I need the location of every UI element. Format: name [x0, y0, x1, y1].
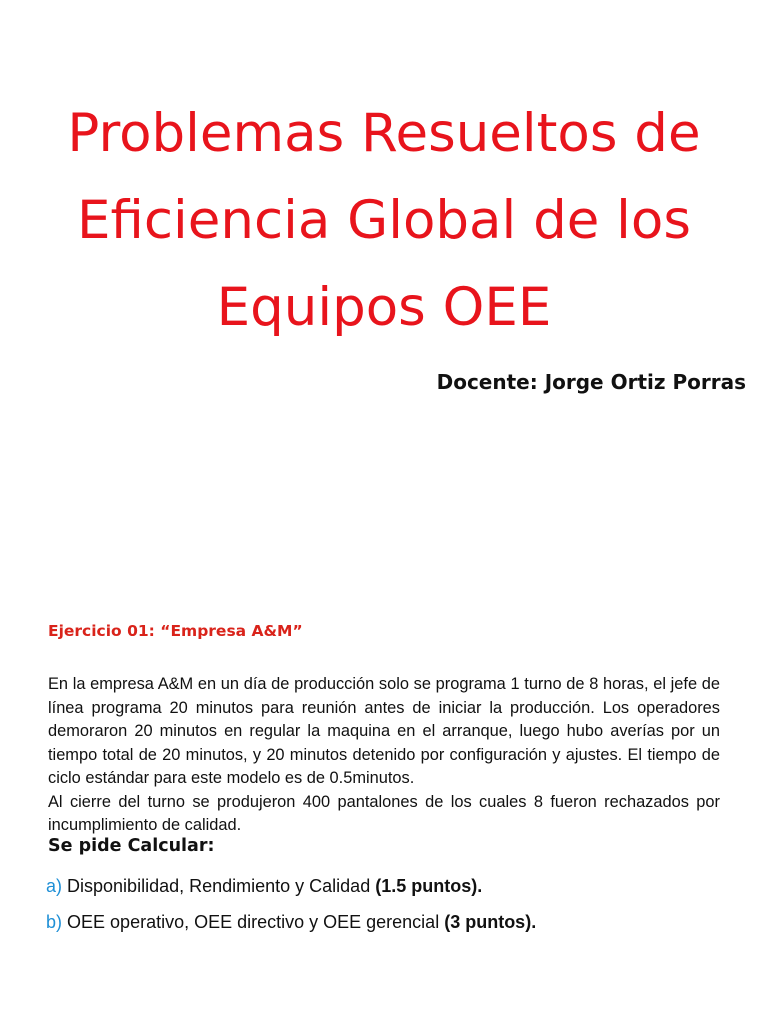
list-item [46, 904, 536, 940]
title-line-3: Equipos OEE [216, 277, 552, 338]
list-item-text: Disponibilidad, Rendimiento y Calidad [67, 876, 376, 896]
problem-paragraph-1: En la empresa A&M en un día de producción solo se programa 1 turno de 8 horas, el jefe de línea programa 20 minutos para reunión antes de iniciar la producción. Los operadores demoraron 20 minutos en regular la maquina en el arranque, luego hubo averías por un tiempo total de 20 minutos, y 20 minutos detenido por configuración y ajustes. El tiempo de ciclo estándar para este modelo es de 0.5minutos. [48, 675, 720, 787]
list-item-points: (1.5 puntos). [375, 876, 483, 896]
ask-list [46, 868, 536, 940]
list-item-points: (3 puntos). [444, 912, 537, 932]
ask-heading: Se pide Calcular: [48, 836, 215, 856]
list-marker: b) [46, 912, 63, 932]
document-title [20, 90, 748, 351]
list-marker: a) [46, 876, 63, 896]
problem-paragraph-2: Al cierre del turno se produjeron 400 pantalones de los cuales 8 fueron rechazados por incumplimiento de calidad. [48, 792, 720, 834]
list-item-text: OEE operativo, OEE directivo y OEE gerencial [67, 912, 445, 932]
title-line-1: Problemas Resueltos de [67, 103, 701, 164]
problem-statement [48, 673, 720, 838]
list-item [46, 868, 536, 904]
exercise-heading: Ejercicio 01: “Empresa A&M” [48, 622, 303, 640]
author-line: Docente: Jorge Ortiz Porras [436, 370, 746, 394]
title-line-2: Eficiencia Global de los [77, 190, 691, 251]
